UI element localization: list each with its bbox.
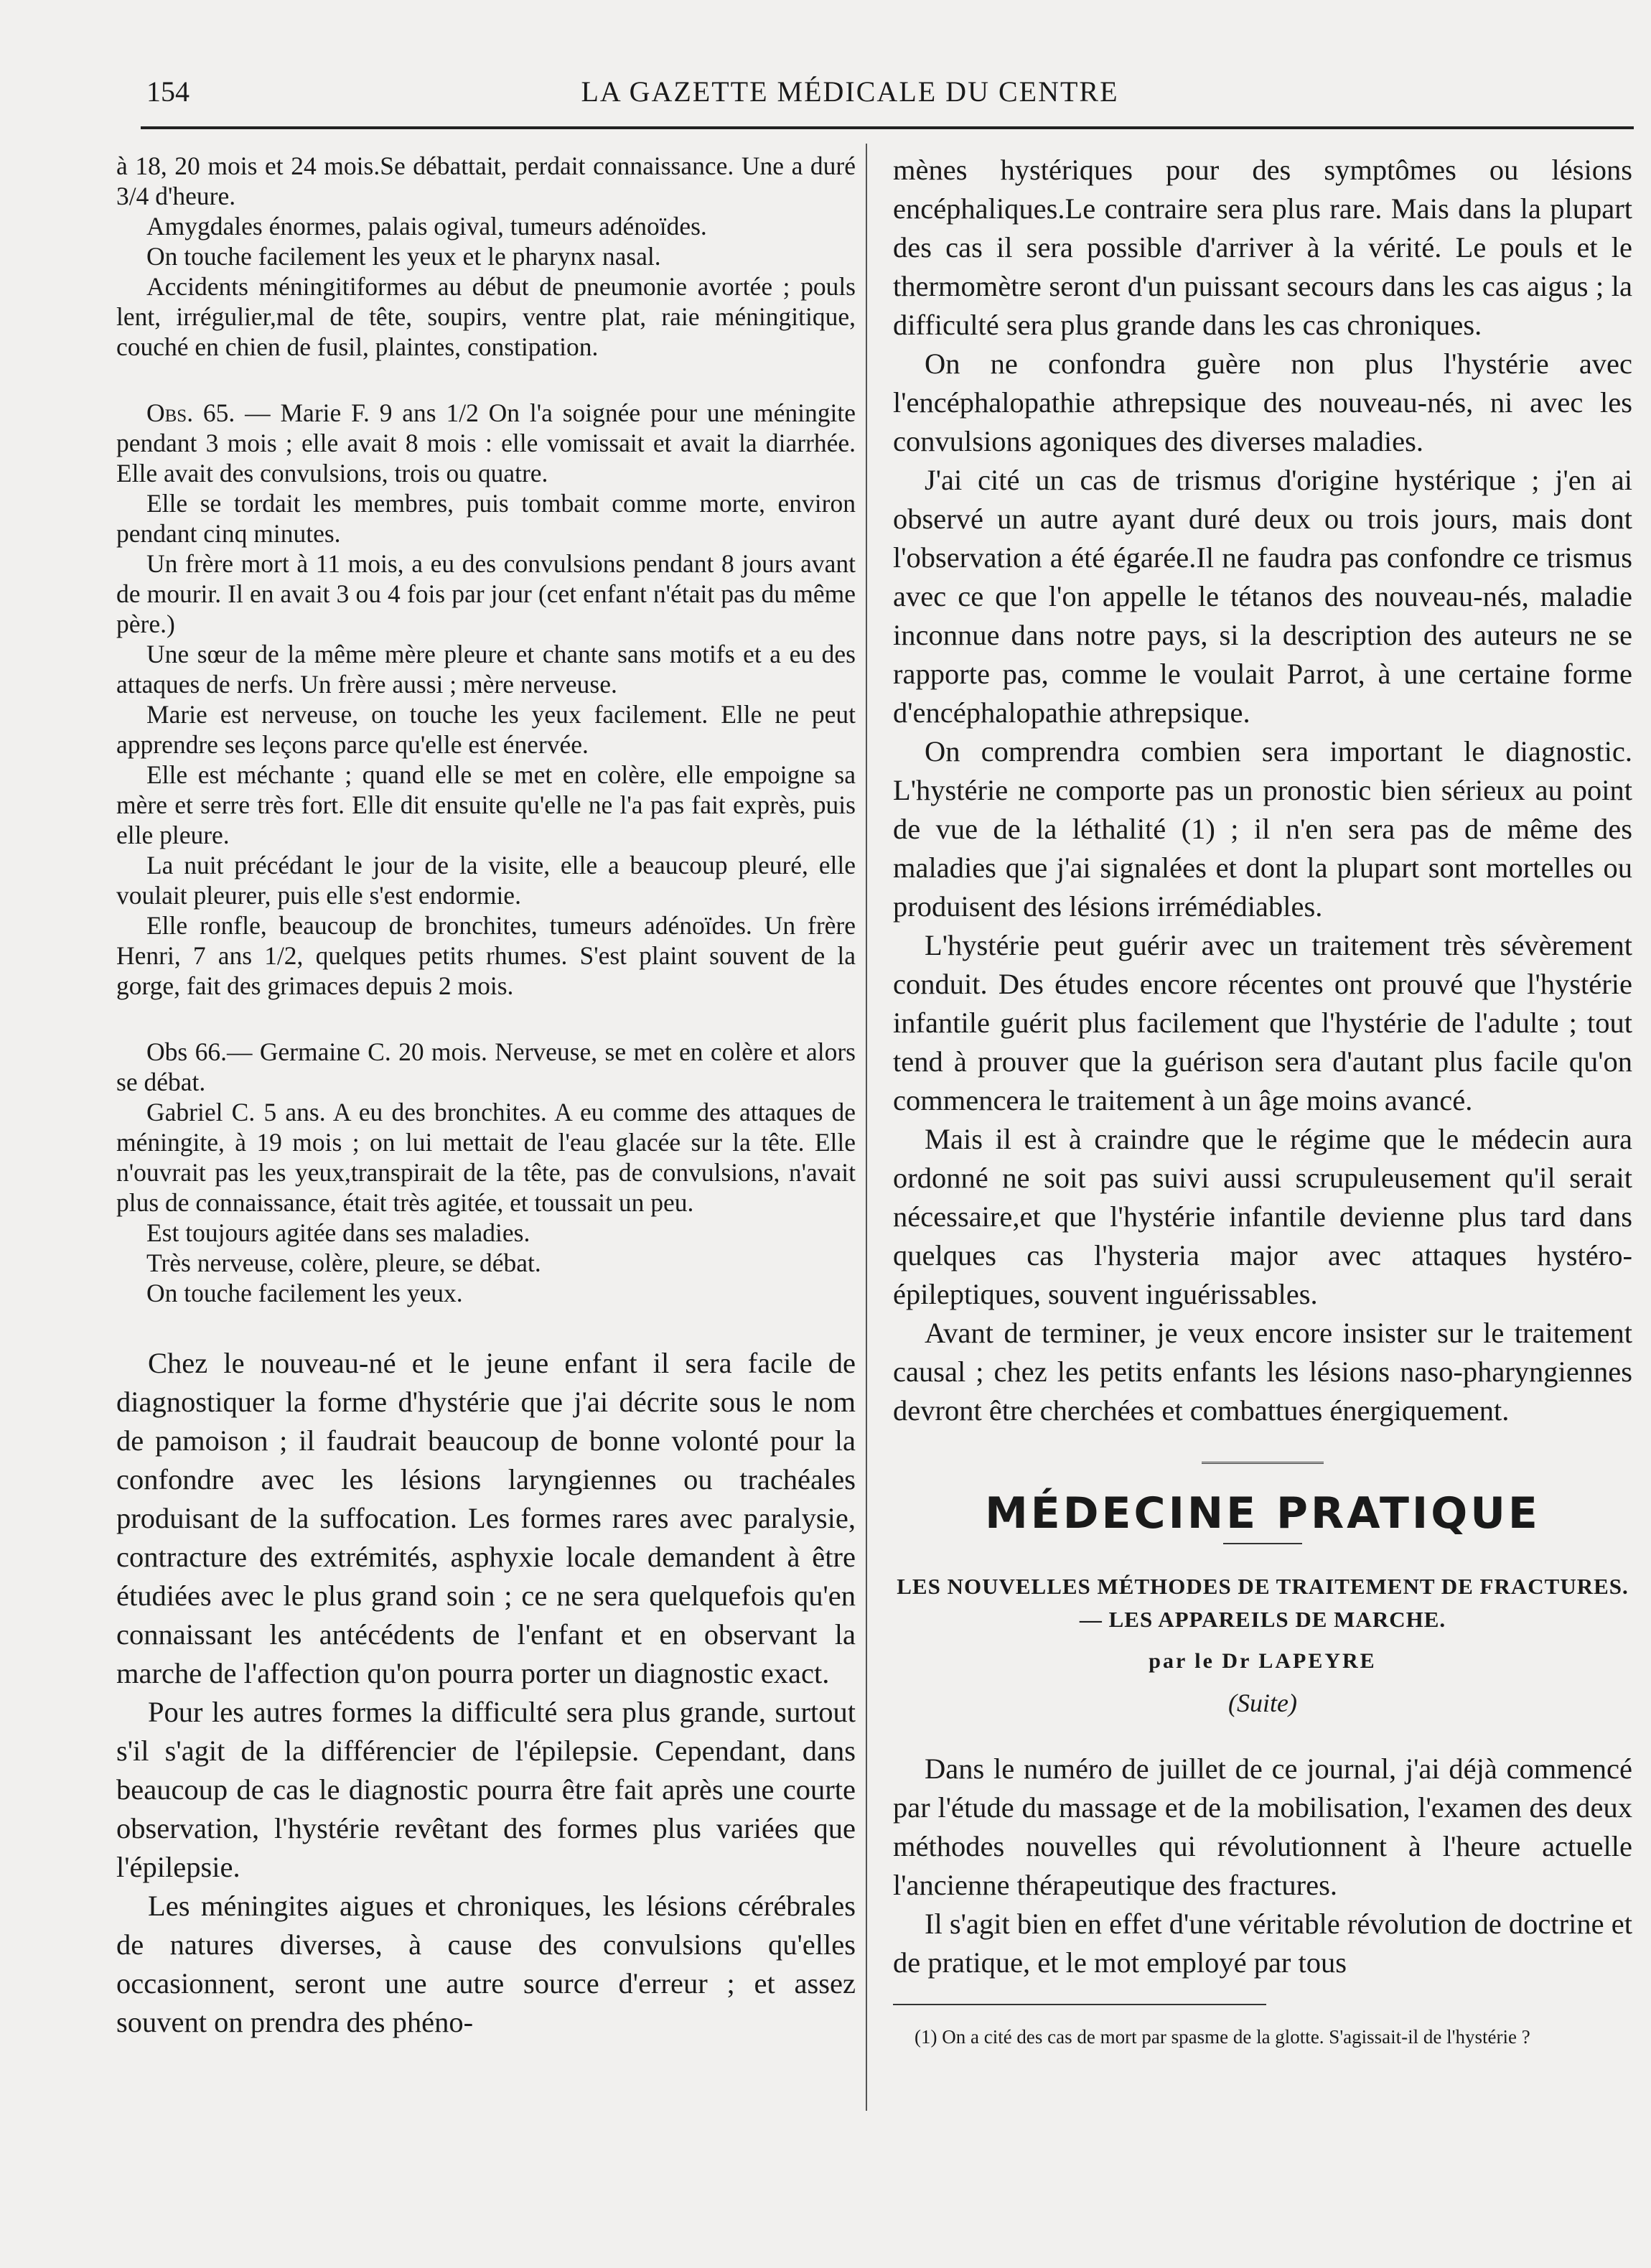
article-text — [893, 1750, 1632, 1982]
paragraph: L'hystérie peut guérir avec un traitement très sévèrement conduit. Des études encore récentes ont prouvé que l'hystérie infantile guérit plus facilement que l'hystérie de l'adulte ; tout tend à prouver que la guérison sera d'autant plus facile qu'on commencera le traitement à un âge moins avancé. — [893, 929, 1632, 1116]
paragraph: Il s'agit bien en effet d'une véritable révolution de doctrine et de pratique, et le mot employé par tous — [893, 1908, 1632, 1979]
paragraph: J'ai cité un cas de trismus d'origine hystérique ; j'en ai observé un autre ayant duré deux ou trois jours, mais dont l'observation a été égarée.Il ne faudra pas confondre ce trismus avec ce que l'on appelle le tétanos des nouveau-nés, maladie inconnue dans notre pays, si la description des auteurs ne se rapporte pas, comme le voulait Parrot, à une certaine forme d'encéphalopathie athrepsique. — [893, 464, 1632, 729]
diagnosis-text — [116, 1344, 856, 2042]
paragraph: mènes hystériques pour des symptômes ou lésions encéphaliques.Le contraire sera plus rare. Mais dans la plupart des cas il sera possible d'arriver à la vérité. Le pouls et le thermomètre seront d'un puissant secours dans les cas aigus ; la difficulté sera plus grande dans les cas chroniques. — [893, 154, 1632, 341]
section-separator — [1202, 1462, 1324, 1467]
paragraph: Chez le nouveau-né et le jeune enfant il sera facile de diagnostiquer la forme d'hystérie que j'ai décrite sous le nom de pamoison ; il faudrait beaucoup de bonne volonté pour la confondre avec les lésions laryngiennes ou trachéales produisant de la suffocation. Les formes rares avec paralysie, contracture des extrémités, asphyxie locale demandent à être étudiées avec le plus grand soin ; ce ne sera quelquefois qu'en connaissant les antécédents de l'enfant et en observant la marche de l'affection qu'on pourra porter un diagnostic exact. — [116, 1347, 856, 1689]
section-rule — [1223, 1543, 1302, 1544]
journal-title: LA GAZETTE MÉDICALE DU CENTRE — [581, 75, 1119, 108]
obs-line: Un frère mort à 11 mois, a eu des convulsions pendant 8 jours avant de mourir. Il en avait 3 ou 4 fois par jour (cet enfant n'était pas du même père.) — [116, 549, 856, 638]
left-column — [116, 151, 856, 2042]
right-column — [893, 151, 1632, 2050]
obs-text: — Marie F. 9 ans 1/2 On l'a soignée pour une méningite pendant 3 mois ; elle avait 8 mois : elle vomissait et avait la diarrhée. Elle avait des convulsions, trois ou quatre. — [116, 398, 856, 487]
obs-label: Obs. 65. — [146, 398, 235, 427]
footnote: (1) On a cité des cas de mort par spasme de la glotte. S'agissait-il de l'hystérie ? — [915, 2026, 1530, 2048]
obs-line: Accidents méningitiformes au début de pneumonie avortée ; pouls lent, irrégulier,mal de tête, soupirs, ventre plat, raie méningitique, couché en chien de fusil, plaintes, constipation. — [116, 272, 856, 361]
observation-66 — [116, 1037, 856, 1308]
obs-line: On touche facilement les yeux. — [146, 1279, 463, 1307]
page-header — [146, 75, 1553, 115]
obs-line: à 18, 20 mois et 24 mois.Se débattait, perdait connaissance. Une a duré 3/4 d'heure. — [116, 151, 856, 210]
obs-line: Amygdales énormes, palais ogival, tumeurs adénoïdes. — [146, 212, 707, 241]
paragraph: On comprendra combien sera important le diagnostic. L'hystérie ne comporte pas un pronostic bien sérieux au point de vue de la léthalité (1) ; il n'en sera pas de même des maladies que j'ai signalées et dont la plupart sont mortelles ou produisent des lésions irrémédiables. — [893, 735, 1632, 923]
continued-label: (Suite) — [1228, 1689, 1297, 1717]
paragraph: Dans le numéro de juillet de ce journal, j'ai déjà commencé par l'étude du massage et de la mobilisation, l'examen des deux méthodes nouvelles qui révolutionnent à l'heure actuelle l'ancienne thérapeutique des fractures. — [893, 1753, 1632, 1901]
paragraph: Pour les autres formes la difficulté sera plus grande, surtout s'il s'agit de la différencier de l'épilepsie. Cependant, dans beaucoup de cas le diagnostic pourra être fait après une courte observation, l'hystérie revêtant des formes plus variées que l'épilepsie. — [116, 1696, 856, 1883]
obs-line — [116, 398, 856, 488]
obs-line: Marie est nerveuse, on touche les yeux facilement. Elle ne peut apprendre ses leçons parce qu'elle est énervée. — [116, 700, 856, 759]
footnote-rule — [893, 2004, 1266, 2005]
obs-line: Gabriel C. 5 ans. A eu des bronchites. A eu comme des attaques de méningite, à 19 mois ; on lui mettait de l'eau glacée sur la tête. Elle n'ouvrait pas les yeux,transpirait de la tête, pas de convulsions, n'avait plus de connaissance, était très agitée, et toussait un peu. — [116, 1098, 856, 1217]
page-number: 154 — [146, 75, 190, 108]
obs-line: Très nerveuse, colère, pleure, se débat. — [146, 1249, 541, 1277]
section-title: MÉDECINE PRATIQUE — [985, 1488, 1540, 1539]
paragraph: On ne confondra guère non plus l'hystérie avec l'encéphalopathie athrepsique des nouveau-nés, ni avec les convulsions agoniques des diverses maladies. — [893, 347, 1632, 457]
header-rule — [141, 126, 1634, 129]
diagnosis-text-continued — [893, 151, 1632, 1430]
obs-line: Elle est méchante ; quand elle se met en colère, elle empoigne sa mère et serre très fort. Elle dit ensuite qu'elle ne l'a pas fait exprès, puis elle pleure. — [116, 760, 856, 849]
byline: par le Dr LAPEYRE — [1149, 1649, 1377, 1673]
paragraph: Mais il est à craindre que le régime que le médecin aura ordonné ne soit pas suivi aussi scrupuleusement qu'il serait nécessaire,et que l'hystérie infantile devienne plus tard dans quelques cas l'hysteria major avec attaques hystéro-épileptiques, souvent inguérissables. — [893, 1123, 1632, 1310]
obs-line: Elle se tordait les membres, puis tombait comme morte, environ pendant cinq minutes. — [116, 489, 856, 548]
column-divider — [866, 144, 867, 2111]
article-title: LES NOUVELLES MÉTHODES DE TRAITEMENT DE FRACTURES. — LES APPAREILS DE MARCHE. — [897, 1574, 1629, 1632]
obs-line: La nuit précédant le jour de la visite, elle a beaucoup pleuré, elle voulait pleurer, puis elle s'est endormie. — [116, 851, 856, 910]
paragraph: Les méningites aigues et chroniques, les lésions cérébrales de natures diverses, à cause des convulsions qu'elles occasionnent, seront une autre source d'erreur ; et assez souvent on prendra des phéno- — [116, 1890, 856, 2038]
observation-64 — [116, 151, 856, 362]
obs-line: Est toujours agitée dans ses maladies. — [146, 1218, 530, 1247]
obs-line: Une sœur de la même mère pleure et chante sans motifs et a eu des attaques de nerfs. Un frère aussi ; mère nerveuse. — [116, 640, 856, 699]
paragraph: Avant de terminer, je veux encore insister sur le traitement causal ; chez les petits enfants les lésions naso-pharyngiennes devront être cherchées et combattues énergiquement. — [893, 1317, 1632, 1427]
observation-65 — [116, 398, 856, 1001]
obs-line: Obs 66.— Germaine C. 20 mois. Nerveuse, se met en colère et alors se débat. — [116, 1037, 856, 1096]
obs-line: On touche facilement les yeux et le pharynx nasal. — [146, 242, 661, 271]
obs-line: Elle ronfle, beaucoup de bronchites, tumeurs adénoïdes. Un frère Henri, 7 ans 1/2, quelques petits rhumes. S'est plaint souvent de la gorge, fait des grimaces depuis 2 mois. — [116, 911, 856, 1000]
